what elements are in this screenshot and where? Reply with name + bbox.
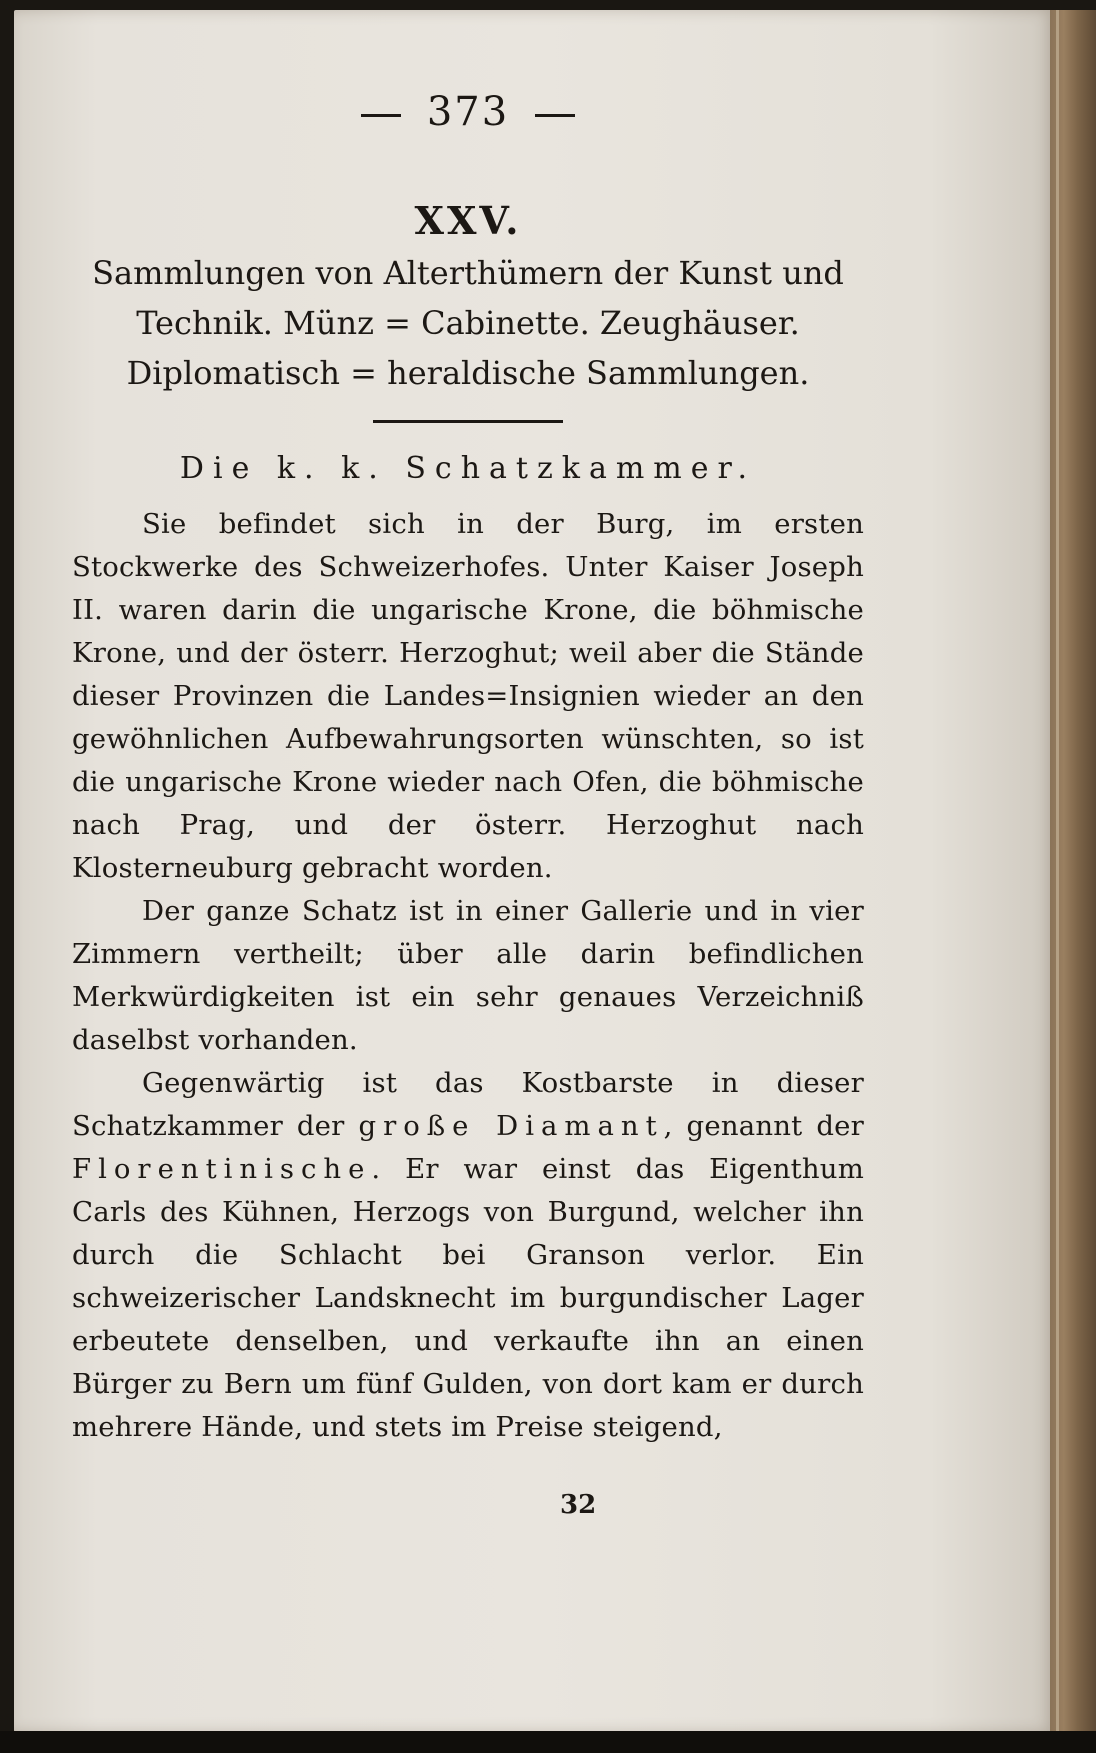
paragraph-1: Sie befindet sich in der Burg, im ersten Stockwerke des Schweizerhofes. Unter Kaiser Joseph II. waren darin die ungarische Krone, die böhmische Krone, und der österr. Herzoghut; weil aber die Stände dieser Provinzen die Landes=Insignien wieder an den gewöhnlichen Aufbewahrungsorten wünschten, so ist die ungarische Krone wieder nach Ofen, die böhmische nach Prag, und der österr. Herzoghut nach Klosterneuburg gebracht worden. — [72, 508, 864, 884]
paragraph-3-text-b: , genannt der — [663, 1110, 864, 1142]
signature-mark: 32 — [560, 1490, 597, 1520]
paragraph-3-text-c: . Er war einst das Eigenthum Carls des Kühnen, Herzogs von Burgund, welcher ihn durch die Schlacht bei Granson verlor. Ein schweizerischer Landsknecht im burgundischer Lager erbeutete denselben, und verkaufte ihn an einen Bürger zu Bern um fünf Gulden, von dort kam er durch mehrere Hände, und stets im Preise steigend, — [72, 1153, 864, 1443]
book-page-edges — [1050, 10, 1096, 1732]
paragraph-2: Der ganze Schatz ist in einer Gallerie und in vier Zimmern vertheilt; über alle darin befindlichen Merkwürdigkeiten ist ein sehr genaues Verzeichniß daselbst vorhanden. — [72, 895, 864, 1056]
chapter-title: Sammlungen von Alterthümern der Kunst und Technik. Münz = Cabinette. Zeughäuser. Diplomatisch = heraldische Sammlungen. — [92, 254, 844, 392]
header-dash-right — [535, 114, 575, 117]
section-heading: Die k. k. Schatzkammer. — [179, 451, 757, 486]
section-divider — [373, 420, 563, 423]
paragraph-3-text-a: Gegenwärtig ist das Kostbarste in dieser Schatzkammer der — [72, 1067, 864, 1142]
scan-border — [0, 1731, 1096, 1753]
chapter-number: XXV. — [414, 198, 522, 243]
page-content — [72, 86, 864, 1449]
emphasis-florentinische: Florentinische — [72, 1153, 372, 1185]
header-dash-left — [361, 114, 401, 117]
page-number: 373 — [426, 89, 510, 135]
emphasis-diamant: große Diamant — [358, 1110, 664, 1142]
paragraph-3 — [72, 1062, 864, 1449]
page-header — [72, 86, 864, 138]
